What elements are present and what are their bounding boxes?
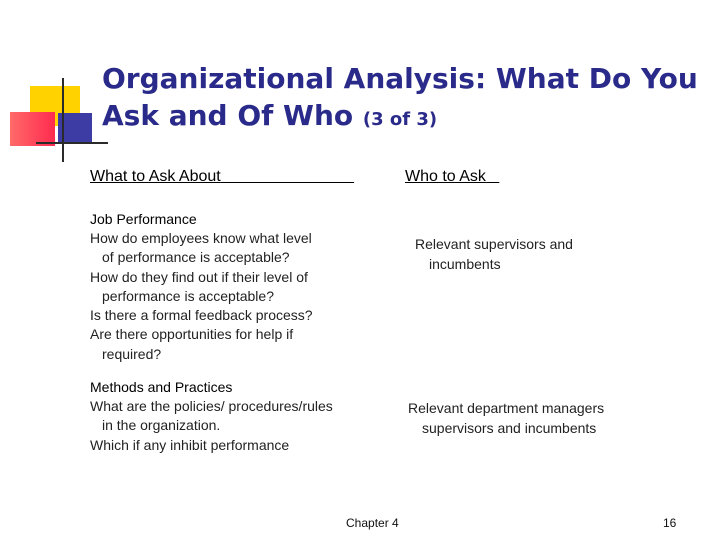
who-line: Relevant department managers (408, 400, 605, 416)
footer-page-number: 16 (663, 516, 677, 530)
slide-logo (0, 0, 110, 170)
column-header-what (90, 168, 354, 186)
section-line: What are the policies/ procedures/rules (90, 398, 333, 414)
who-job-performance (415, 234, 573, 274)
section-heading: Job Performance (90, 211, 197, 227)
logo-vertical-line (62, 78, 64, 162)
who-line: supervisors and incumbents (422, 420, 597, 436)
section-line: Are there opportunities for help if (90, 326, 294, 343)
section-line: required? (102, 345, 162, 362)
who-line: Relevant supervisors and (415, 236, 573, 252)
section-heading: Methods and Practices (90, 379, 233, 395)
section-line: Is there a formal feedback process? (90, 307, 313, 324)
section-line: How do employees know what level (90, 230, 312, 246)
logo-horizontal-line (36, 142, 108, 144)
footer-chapter: Chapter 4 (346, 516, 399, 530)
section-line: performance is acceptable? (102, 287, 274, 304)
column-header-who-underline-pad (486, 168, 499, 185)
logo-red-square (10, 112, 55, 146)
slide-title (102, 60, 702, 138)
section-line: Which if any inhibit performance (90, 436, 290, 453)
column-header-what-text: What to Ask About (90, 168, 221, 185)
section-line: of performance is acceptable? (102, 249, 290, 266)
slide-title-main: Organizational Analysis: What Do You Ask and Of Who (102, 62, 698, 132)
who-line: incumbents (429, 256, 501, 272)
section-line: in the organization. (102, 417, 221, 434)
column-header-who-text: Who to Ask (405, 168, 486, 185)
slide-title-suffix: (3 of 3) (362, 109, 438, 130)
section-line: How do they find out if their level of (90, 268, 308, 285)
column-header-who (405, 168, 499, 186)
who-methods-practices (408, 398, 604, 438)
section-methods-practices (90, 378, 390, 455)
column-header-what-underline-pad (221, 168, 354, 185)
section-job-performance (90, 210, 390, 364)
